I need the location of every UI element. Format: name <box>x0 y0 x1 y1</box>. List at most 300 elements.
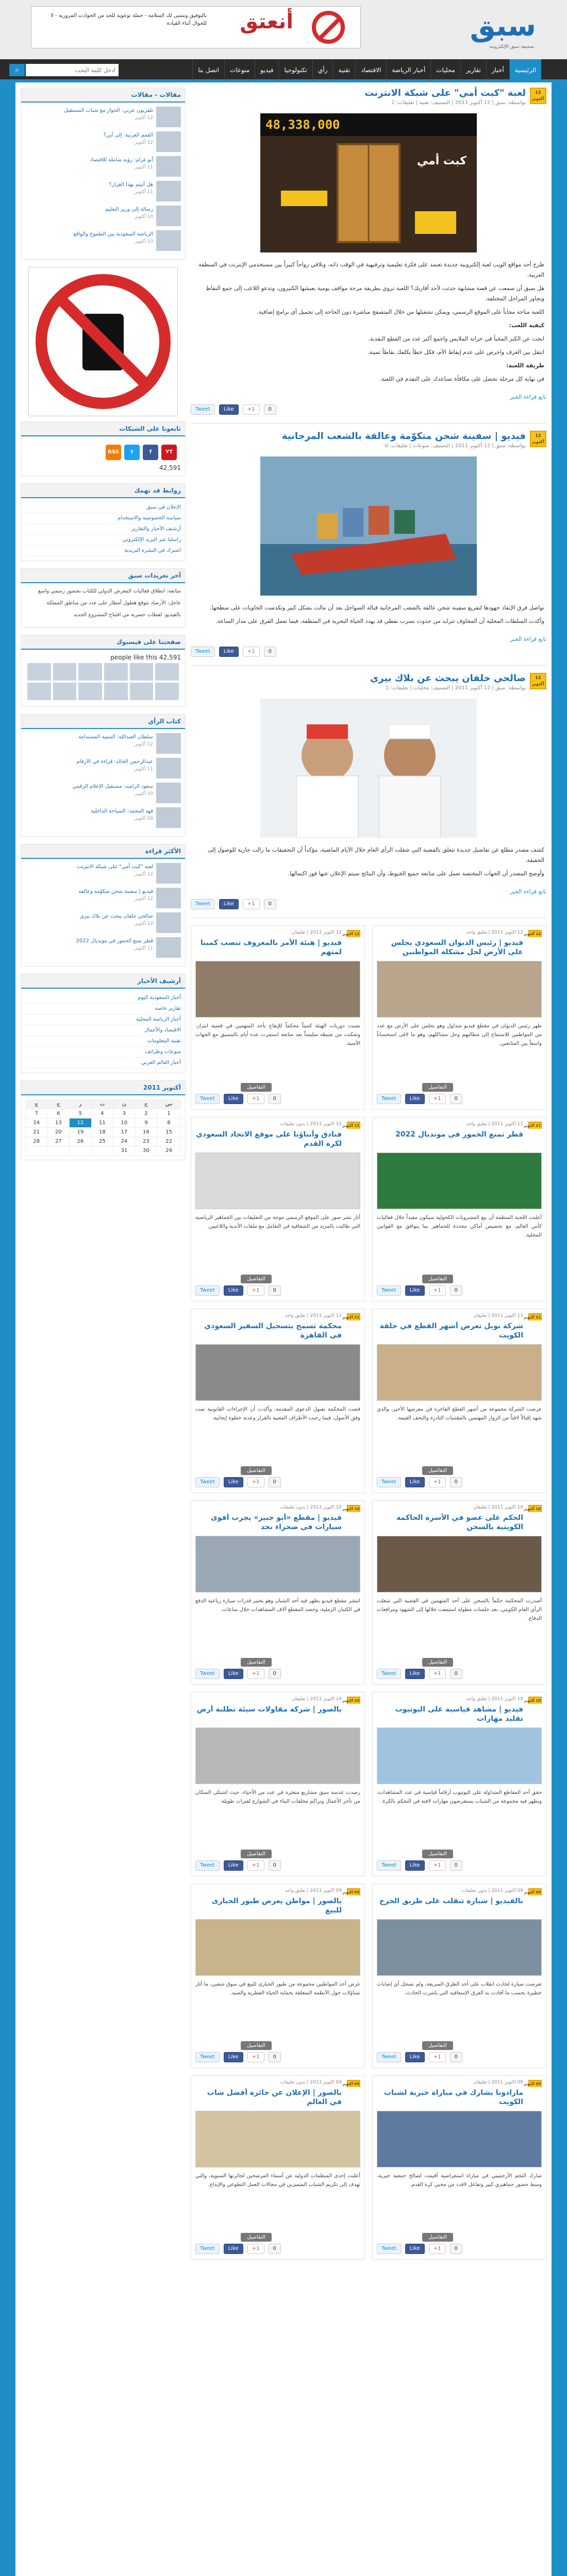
post-image[interactable] <box>260 699 477 838</box>
news-thumbnail[interactable] <box>156 206 181 226</box>
calendar-day[interactable]: 31 <box>113 1146 136 1156</box>
calendar-day[interactable]: 8 <box>157 1118 181 1128</box>
fb-face-avatar[interactable] <box>104 663 128 681</box>
calendar-day[interactable]: 7 <box>26 1109 48 1118</box>
date-badge: 10 أكتوبر <box>347 1697 360 1704</box>
like-button[interactable]: Like <box>405 2244 425 2254</box>
post-paragraph: طرح أحد مواقع الويب لعبة إلكترونية جديدة تعتمد على فكرة تعليمية وترفيهية في الوقت ذاته، وتلاقي رواجاً كبيراً بين مستخدمي الإنترنت في المنطقة العربية. <box>198 261 544 278</box>
card-meta-text: 12 أكتوبر 2011 | تعليقان <box>292 930 342 935</box>
card-thumbnail[interactable] <box>377 961 542 1018</box>
tweet-button[interactable]: Tweet <box>377 1477 401 1487</box>
nav-item[interactable]: اتصل بنا <box>192 59 224 81</box>
tweet-button[interactable]: Tweet <box>191 647 215 657</box>
news-title[interactable]: لعبة "كبت أمي" على شبكة الانترنت <box>77 864 153 870</box>
card-title[interactable]: بالصور | مواطن يعرض طيور الحبارى للبيع <box>211 1897 342 1914</box>
fb-face-avatar[interactable] <box>155 663 179 681</box>
news-thumbnail[interactable] <box>156 937 181 958</box>
card-thumbnail[interactable] <box>195 1919 360 1976</box>
card-title[interactable]: فيديو | هيئة الأمر بالمعروف تنصب كمينا لمتهم <box>200 939 342 956</box>
no-phone-sign-icon <box>29 267 177 416</box>
share-buttons <box>377 1094 542 1106</box>
news-card <box>372 1309 546 1493</box>
card-thumbnail[interactable] <box>377 1536 542 1592</box>
post-title[interactable]: لعبة "كبت أمي" على شبكة الانترنت <box>364 88 526 98</box>
like-button[interactable]: Like <box>224 2052 243 2062</box>
news-card <box>191 1309 365 1493</box>
fb-face-avatar[interactable] <box>130 663 154 681</box>
news-title[interactable]: القمم العربية: إلى أين؟ <box>103 132 153 138</box>
calendar-day[interactable]: 20 <box>47 1128 70 1137</box>
card-meta <box>377 2080 542 2087</box>
archive-link[interactable]: الاقتصاد والأعمال <box>25 1025 181 1036</box>
news-title[interactable]: سلطان العبدالله: التنمية المستدامة <box>78 734 153 740</box>
like-button[interactable]: Like <box>405 1669 425 1679</box>
archive-link[interactable]: منوعات وطرائف <box>25 1047 181 1058</box>
details-button[interactable]: التفاصيل <box>422 1083 453 1092</box>
card-thumbnail[interactable] <box>195 961 360 1018</box>
post-paragraph: اللعبة متاحة مجاناً على الموقع الرسمي، ويمكن تشغيلها من خلال المتصفح مباشرة دون الحاجة إلى تحميل أي برامج إضافية. <box>257 309 544 315</box>
calendar-day[interactable]: 2 <box>135 1109 157 1118</box>
news-date: 12 أكتوبر <box>135 921 153 926</box>
date-badge: 11 أكتوبر <box>347 1313 360 1320</box>
calendar-day[interactable]: 14 <box>26 1118 48 1128</box>
widget-body <box>21 1095 185 1160</box>
calendar-day[interactable]: 21 <box>26 1128 48 1137</box>
card-meta <box>195 1313 360 1320</box>
news-text <box>25 783 153 803</box>
calendar-day[interactable]: 22 <box>157 1137 181 1146</box>
card-thumbnail[interactable] <box>195 1536 360 1592</box>
news-title[interactable]: قطر تمنع الخمور في مونديال 2022 <box>76 938 153 944</box>
calendar-day[interactable]: 18 <box>91 1128 113 1137</box>
read-more-link[interactable]: تابع قراءة الخبر <box>510 888 546 895</box>
news-text <box>25 863 153 884</box>
tweet-button[interactable]: Tweet <box>195 1285 220 1296</box>
news-thumbnail[interactable] <box>156 807 181 828</box>
details-button[interactable]: التفاصيل <box>422 1275 453 1283</box>
news-card <box>372 1117 546 1301</box>
tweet-button[interactable]: Tweet <box>195 2052 220 2062</box>
plus-one-button[interactable]: +1 <box>247 1094 264 1104</box>
twitter-widget <box>21 568 186 628</box>
calendar-widget <box>21 1080 186 1160</box>
like-button[interactable]: Like <box>405 1860 425 1871</box>
search-icon[interactable]: ⌕ <box>9 64 25 76</box>
post-meta: بواسطة: سبق | 12 أكتوبر 2011 | التصنيف: تقنية | تعليقات: 2 <box>391 100 526 106</box>
card-excerpt: تعرضت سيارة لحادث انقلاب على أحد الطرق السريعة، ولم تسجل أي إصابات خطيرة بحسب ما أفادت به الفرق الإسعافية التي باشرت الحادث. <box>377 1981 542 1996</box>
widget-title: كتاب الرأي <box>21 715 185 729</box>
sidebar-news-item[interactable] <box>25 181 181 201</box>
archive-link[interactable]: أخبار السعودية اليوم <box>25 993 181 1004</box>
tweet-button[interactable]: Tweet <box>195 1860 220 1871</box>
plus-one-button[interactable]: +1 <box>247 1477 264 1487</box>
sidebar-news-item[interactable] <box>25 107 181 127</box>
nav-item[interactable]: الرئيسية <box>509 59 541 81</box>
calendar-day[interactable]: 10 <box>113 1118 136 1128</box>
sidebar-news-item[interactable] <box>25 807 181 828</box>
card-meta-text: 09 أكتوبر 2011 | تعليق واحد <box>285 1888 342 1893</box>
news-title[interactable]: تلفزيون عربي: الحوار مع شباب المستقبل <box>64 108 153 113</box>
featured-post <box>191 88 546 423</box>
card-thumbnail[interactable] <box>377 1919 542 1976</box>
sidebar-news-item[interactable] <box>25 912 181 933</box>
nav-item[interactable]: منوعات <box>224 59 255 81</box>
card-thumbnail[interactable] <box>195 1727 360 1784</box>
post-title[interactable]: صالحي خلفان يبحث عن بلاك بيري <box>370 673 526 684</box>
details-button[interactable]: التفاصيل <box>422 1466 453 1475</box>
nav-item[interactable]: تقنية <box>332 59 355 81</box>
tweet-button[interactable]: Tweet <box>195 2244 220 2254</box>
sidebar-link[interactable]: أرشيف الأخبار والتقارير <box>25 524 181 535</box>
links-widget <box>21 483 186 561</box>
card-title[interactable]: شركة نوبل تعرض أشهر القطع في حلقة الكويت <box>379 1322 523 1340</box>
details-button[interactable]: التفاصيل <box>422 2041 453 2050</box>
widget-title: آخر تغريدات سبق <box>21 569 185 583</box>
card-title[interactable]: فيديو | مشاهد قياسية على اليوتيوب تقليد مهارات <box>395 1705 523 1723</box>
ad-text: بالتوفيق ونتمنى لك السلامة - حملة توعوية للحد من الحوادث المرورية - لا للجوال أثناء القيادة <box>51 13 207 26</box>
facebook-icon[interactable]: f <box>143 445 158 460</box>
card-meta <box>377 1122 542 1129</box>
news-text <box>25 937 153 958</box>
plus-one-button[interactable]: +1 <box>429 1094 446 1104</box>
calendar-day[interactable]: 4 <box>91 1109 113 1118</box>
card-thumbnail[interactable] <box>377 1344 542 1401</box>
calendar-day[interactable]: 5 <box>70 1109 92 1118</box>
widget-title: روابط قد تهمك <box>21 484 185 498</box>
fb-face-avatar[interactable] <box>78 683 102 700</box>
tweet-button[interactable]: Tweet <box>195 1477 220 1487</box>
news-title[interactable]: أبو غرام: رؤية شاملة للاقتصاد <box>90 157 153 163</box>
widget-title: تابعونا على الشبكات <box>21 422 185 436</box>
rss-icon[interactable]: RSS <box>106 445 121 460</box>
card-title[interactable]: مارادونا يشارك في مباراة خيرية لشباب الكويت <box>383 2089 523 2106</box>
tweet-button[interactable]: Tweet <box>377 2244 401 2254</box>
read-more-link[interactable]: تابع قراءة الخبر <box>510 394 546 400</box>
details-button[interactable]: التفاصيل <box>241 2233 272 2242</box>
news-date: 11 أكتوبر <box>135 165 153 170</box>
share-buttons <box>191 899 546 911</box>
plus-one-button[interactable]: +1 <box>243 647 260 657</box>
logo-text[interactable]: سبق <box>470 9 536 43</box>
tweet-button[interactable]: Tweet <box>377 1285 401 1296</box>
sidebar-news-item[interactable] <box>25 206 181 226</box>
card-meta-text: 10 أكتوبر 2011 | بدون تعليقات <box>280 1505 342 1510</box>
plus-one-button[interactable]: +1 <box>429 1669 446 1679</box>
news-thumbnail[interactable] <box>156 912 181 933</box>
post-image[interactable] <box>260 456 477 596</box>
card-excerpt: حقق أحد المقاطع المتداولة على اليوتيوب أرقاماً قياسية في عدد المشاهدات، ويظهر فيه مجموعة من الشباب يستعرضون مهارات لافتة في التحكم بالكرة. <box>377 1790 542 1804</box>
post-body <box>191 842 546 885</box>
card-title[interactable]: فنادق وأبناؤنا على موقع الاتحاد السعودي لكرة القدم <box>196 1130 342 1148</box>
calendar-day[interactable]: 3 <box>113 1109 136 1118</box>
card-title[interactable]: محكمة تسمح بتسجيل السفير السعودي في القاهرة <box>204 1322 342 1340</box>
post-paragraph: وأكدت السلطات المحلية أن المخاوف تتزايد من حدوث تسرب نفطي قد يهدد الحياة البحرية في المنطقة، فيما تعمل الفرق على مدار الساعة. <box>215 618 544 624</box>
plus-one-button[interactable]: +1 <box>247 1285 264 1296</box>
details-button[interactable]: التفاصيل <box>241 2041 272 2050</box>
plus-one-button[interactable]: +1 <box>247 1669 264 1679</box>
like-button[interactable]: Like <box>224 1669 243 1679</box>
card-title[interactable]: بالصور | الإعلان عن جائزة أفضل شاب في العالم <box>207 2089 342 2106</box>
tweet-button[interactable]: Tweet <box>191 899 215 909</box>
details-button[interactable]: التفاصيل <box>241 1658 272 1667</box>
read-more-link[interactable]: تابع قراءة الخبر <box>510 636 546 642</box>
share-count: 0 <box>269 1669 281 1679</box>
tweet-item[interactable]: بالفيديو: لقطات حصرية من افتتاح المشروع الجديد <box>73 612 181 618</box>
news-card <box>372 1500 546 1685</box>
news-title[interactable]: سعود الراشد: مستقبل الإعلام الرقمي <box>72 784 153 789</box>
calendar-day[interactable]: 25 <box>91 1137 113 1146</box>
news-thumbnail[interactable] <box>156 107 181 127</box>
sidebar-news-item[interactable] <box>25 783 181 803</box>
header-ad-banner[interactable] <box>31 6 361 48</box>
tweet-button[interactable]: Tweet <box>195 1094 220 1104</box>
calendar-day[interactable]: 17 <box>113 1128 136 1137</box>
card-thumbnail[interactable] <box>195 1153 360 1209</box>
like-button[interactable]: Like <box>224 1477 243 1487</box>
youtube-icon[interactable]: YT <box>161 445 177 460</box>
calendar-week <box>26 1128 181 1137</box>
like-button[interactable]: Like <box>224 1860 243 1871</box>
widget-body <box>21 103 185 259</box>
sidebar-link[interactable]: راسلنا عبر البريد الإلكتروني <box>25 535 181 546</box>
card-title[interactable]: فيديو | رئيس الديوان السعودي يجلس على الأرض لحل مشكلة المواطنين <box>391 939 523 956</box>
plus-one-button[interactable]: +1 <box>429 1860 446 1871</box>
date-badge: 12 أكتوبر <box>347 930 360 937</box>
fb-face-avatar[interactable] <box>78 663 102 681</box>
post-meta: بواسطة: سبق | 12 أكتوبر 2011 | التصنيف: منوعات | تعليقات: 0 <box>385 443 526 449</box>
nav-item[interactable]: تقارير <box>460 59 486 81</box>
nav-item[interactable]: أخبار الرياضة <box>386 59 430 81</box>
archive-link[interactable]: تقنية المعلومات <box>25 1036 181 1047</box>
sidebar-news-item[interactable] <box>25 230 181 251</box>
calendar-day <box>70 1146 92 1156</box>
site-logo[interactable] <box>433 9 536 49</box>
card-thumbnail[interactable] <box>377 2111 542 2167</box>
tweet-button[interactable]: Tweet <box>377 1669 401 1679</box>
like-button[interactable]: Like <box>219 899 239 909</box>
plus-one-button[interactable]: +1 <box>247 1860 264 1871</box>
calendar-day[interactable]: 23 <box>135 1137 157 1146</box>
details-button[interactable]: التفاصيل <box>422 1658 453 1667</box>
like-button[interactable]: Like <box>224 1094 243 1104</box>
calendar-day[interactable]: 28 <box>26 1137 48 1146</box>
sidebar-link[interactable]: الإعلان في سبق <box>25 502 181 513</box>
plus-one-button[interactable]: +1 <box>247 2052 264 2062</box>
card-thumbnail[interactable] <box>195 2111 360 2167</box>
share-buttons <box>195 1477 360 1489</box>
news-date: 10 أكتوبر <box>135 791 153 796</box>
card-meta <box>377 930 542 937</box>
calendar-day[interactable]: 11 <box>91 1118 113 1128</box>
card-excerpt: عرض أحد المواطنين مجموعة من طيور الحبارى للبيع في سوق شعبي، ما أثار تساؤلات حول الأنظمة المتعلقة بحماية الحياة الفطرية والصيد. <box>195 1981 360 1996</box>
date-badge: 12 أكتوبر <box>528 930 542 937</box>
plus-one-button[interactable]: +1 <box>429 1285 446 1296</box>
details-button[interactable]: التفاصيل <box>241 1083 272 1092</box>
calendar-day[interactable]: 29 <box>157 1146 181 1156</box>
sidebar-news-item[interactable] <box>25 156 181 177</box>
card-title[interactable]: الحكم على عضو في الأسرة الحاكمة الكويتية بالسجن <box>396 1514 523 1531</box>
news-thumbnail[interactable] <box>156 131 181 152</box>
news-thumbnail[interactable] <box>156 783 181 803</box>
details-button[interactable]: التفاصيل <box>241 1850 272 1858</box>
news-thumbnail[interactable] <box>156 758 181 778</box>
tweet-item[interactable]: عاجل: الأرصاد تتوقع هطول أمطار على عدد من مناطق المملكة <box>46 600 181 606</box>
card-excerpt: عرضت الشركة مجموعة من أشهر القطع الفاخرة في معرضها الأخير، والذي شهد إقبالاً لافتاً من الزوار المهتمين بالمقتنيات النادرة والتحف القيمة. <box>377 1406 542 1421</box>
archive-link[interactable]: أخبار العالم العربي <box>25 1058 181 1069</box>
logo-tagline: صحيفة سبق الإلكترونية <box>489 44 534 49</box>
sidebar-news-item[interactable] <box>25 888 181 908</box>
news-date: 10 أكتوبر <box>135 214 153 219</box>
like-button[interactable]: Like <box>224 2244 243 2254</box>
share-buttons <box>377 1860 542 1873</box>
post-header <box>191 673 546 694</box>
plus-one-button[interactable]: +1 <box>429 2244 446 2254</box>
nav-item[interactable]: الاقتصاد <box>355 59 386 81</box>
share-buttons <box>377 2244 542 2256</box>
news-thumbnail[interactable] <box>156 863 181 884</box>
fb-face-avatar[interactable] <box>104 683 128 700</box>
share-count: 0 <box>450 1669 462 1679</box>
news-date: 12 أكتوبر <box>135 872 153 877</box>
tweet-button[interactable]: Tweet <box>377 1094 401 1104</box>
news-card <box>191 1884 365 2068</box>
widget-title: أرشيف الأخبار <box>21 974 185 989</box>
archive-link[interactable]: أخبار الرياضة المحلية <box>25 1014 181 1025</box>
card-title[interactable]: قطر تمنع الخمور في مونديال 2022 <box>395 1130 523 1139</box>
twitter-icon[interactable]: t <box>124 445 140 460</box>
news-title[interactable]: فهد المحمد: السياحة الداخلية <box>91 808 153 814</box>
like-button[interactable]: Like <box>219 647 239 657</box>
plus-one-button[interactable]: +1 <box>243 404 260 415</box>
calendar-day[interactable]: 1 <box>157 1109 181 1118</box>
fb-face-avatar[interactable] <box>53 683 77 700</box>
calendar-day[interactable]: 9 <box>135 1118 157 1128</box>
plus-one-button[interactable]: +1 <box>243 899 260 909</box>
like-button[interactable]: Like <box>405 1094 425 1104</box>
main-column <box>191 88 546 2260</box>
fb-face-avatar[interactable] <box>27 663 51 681</box>
news-thumbnail[interactable] <box>156 156 181 177</box>
sidebar-link[interactable]: اشترك في النشرة البريدية <box>25 546 181 556</box>
share-buttons <box>195 2052 360 2064</box>
like-button[interactable]: Like <box>405 2052 425 2062</box>
sidebar-news-item[interactable] <box>25 131 181 152</box>
post-paragraph: هل سبق أن سمعت عن قصة مشابهة حدثت لأحد أقاربك؟ اللعبة تروي بطريقة مرحة مواقف يومية يعيشها الكثيرون، وتدعو اللاعب إلى جمع النقاط وتجاوز المراحل المختلفة. <box>205 285 544 302</box>
calendar-header-row <box>26 1100 181 1109</box>
tweet-button[interactable]: Tweet <box>377 1860 401 1871</box>
share-count: 0 <box>264 899 276 909</box>
date-badge: 12 أكتوبر <box>530 673 546 689</box>
sidebar-news-item[interactable] <box>25 758 181 778</box>
plus-one-button[interactable]: +1 <box>429 2052 446 2062</box>
post-meta: بواسطة: سبق | 12 أكتوبر 2011 | التصنيف: محليات | تعليقات: 1 <box>385 685 526 691</box>
card-meta <box>195 1888 360 1895</box>
calendar-day[interactable]: 12 <box>70 1118 92 1128</box>
like-button[interactable]: Like <box>219 404 239 415</box>
date-badge: 12 أكتوبر <box>530 88 546 104</box>
news-thumbnail[interactable] <box>156 733 181 754</box>
like-button[interactable]: Like <box>224 1285 243 1296</box>
nav-item[interactable]: محليات <box>430 59 460 81</box>
like-button[interactable]: Like <box>405 1477 425 1487</box>
sidebar-link[interactable]: سياسة الخصوصية والاستخدام <box>25 513 181 524</box>
card-title[interactable]: فيديو | مقطع «أبو جبير» يجرب أقوى سيارات في صحراء نجد <box>210 1514 342 1531</box>
news-thumbnail[interactable] <box>156 888 181 908</box>
card-thumbnail[interactable] <box>377 1153 542 1209</box>
sidebar-ad[interactable] <box>28 267 178 416</box>
details-button[interactable]: التفاصيل <box>422 1850 453 1858</box>
calendar-day[interactable]: 6 <box>47 1109 70 1118</box>
news-title[interactable]: فيديو | سفينة شحن متكوّمة وعالقة <box>78 889 153 894</box>
card-title[interactable]: بالفيديو | سيارة تنقلب على طريق الخرج <box>379 1897 523 1905</box>
nav-item[interactable]: رأي <box>312 59 333 81</box>
nav-item[interactable]: أخبار <box>486 59 509 81</box>
share-buttons <box>191 404 546 417</box>
search-input[interactable] <box>26 64 119 76</box>
tweet-item[interactable]: متابعة: انطلاق فعاليات المعرض الدولي للكتاب بحضور رسمي واسع <box>38 588 181 594</box>
calendar-day-name: ر <box>70 1100 92 1109</box>
calendar-day[interactable]: 27 <box>47 1137 70 1146</box>
calendar-day[interactable]: 26 <box>70 1137 92 1146</box>
card-excerpt: نصبت دوريات الهيئة كميناً محكماً للإيقاع بأحد المتهمين في قضية ابتزاز، وتمكنت من ضبطه متلبساً بعد متابعة استمرت عدة أيام بالتنسيق مع الجهات الأمنية. <box>195 1023 360 1046</box>
post-title[interactable]: فيديو | سفينة شحن متكوّمة وعالقة بالشعب المرجانية <box>281 431 526 442</box>
details-button[interactable]: التفاصيل <box>241 1466 272 1475</box>
nav-item[interactable]: فيديو <box>255 59 278 81</box>
post-image[interactable] <box>260 113 477 252</box>
fb-face-avatar[interactable] <box>130 683 154 700</box>
news-text <box>25 758 153 778</box>
fb-face-avatar[interactable] <box>53 663 77 681</box>
sidebar-news-item[interactable] <box>25 937 181 958</box>
news-thumbnail[interactable] <box>156 181 181 201</box>
calendar-day[interactable]: 16 <box>135 1128 157 1137</box>
sidebar <box>21 88 186 1167</box>
card-thumbnail[interactable] <box>377 1727 542 1784</box>
news-thumbnail[interactable] <box>156 230 181 251</box>
card-title[interactable]: بالصور | شركة مقاولات سيئة تطلبة أرض <box>196 1705 342 1714</box>
calendar-day[interactable]: 30 <box>135 1146 157 1156</box>
fb-face-avatar[interactable] <box>27 683 51 700</box>
widget-body <box>21 498 185 561</box>
news-title[interactable]: الرياضة السعودية بين الطموح والواقع <box>73 231 153 237</box>
calendar-day[interactable]: 15 <box>157 1128 181 1137</box>
sidebar-news-item[interactable] <box>25 863 181 884</box>
calendar-day[interactable]: 24 <box>113 1137 136 1146</box>
card-thumbnail[interactable] <box>195 1344 360 1401</box>
news-title[interactable]: رسالة إلى وزير التعليم <box>105 207 153 212</box>
calendar-week <box>26 1146 181 1156</box>
plus-one-button[interactable]: +1 <box>429 1477 446 1487</box>
calendar-week <box>26 1109 181 1118</box>
plus-one-button[interactable]: +1 <box>247 2244 264 2254</box>
tweet-button[interactable]: Tweet <box>377 2052 401 2062</box>
details-button[interactable]: التفاصيل <box>422 2233 453 2242</box>
news-title[interactable]: صالحي خلفان يبحث عن بلاك بيري <box>79 913 153 919</box>
nav-item[interactable]: تكنولوجيا <box>278 59 312 81</box>
sidebar-news-item[interactable] <box>25 733 181 754</box>
calendar-day[interactable]: 13 <box>47 1118 70 1128</box>
share-buttons <box>195 1669 360 1681</box>
news-title[interactable]: عبدالرحمن الخالد: قراءة في الأرقام <box>76 759 153 765</box>
archive-link[interactable]: تقارير خاصة <box>25 1004 181 1014</box>
details-button[interactable]: التفاصيل <box>241 1275 272 1283</box>
calendar-day[interactable]: 19 <box>70 1128 92 1137</box>
tweet-button[interactable]: Tweet <box>191 404 215 415</box>
fb-face-avatar[interactable] <box>155 683 179 700</box>
news-title[interactable]: هل أتيتم بهذا القرار؟ <box>109 182 153 188</box>
like-button[interactable]: Like <box>405 1285 425 1296</box>
tweet-button[interactable]: Tweet <box>195 1669 220 1679</box>
